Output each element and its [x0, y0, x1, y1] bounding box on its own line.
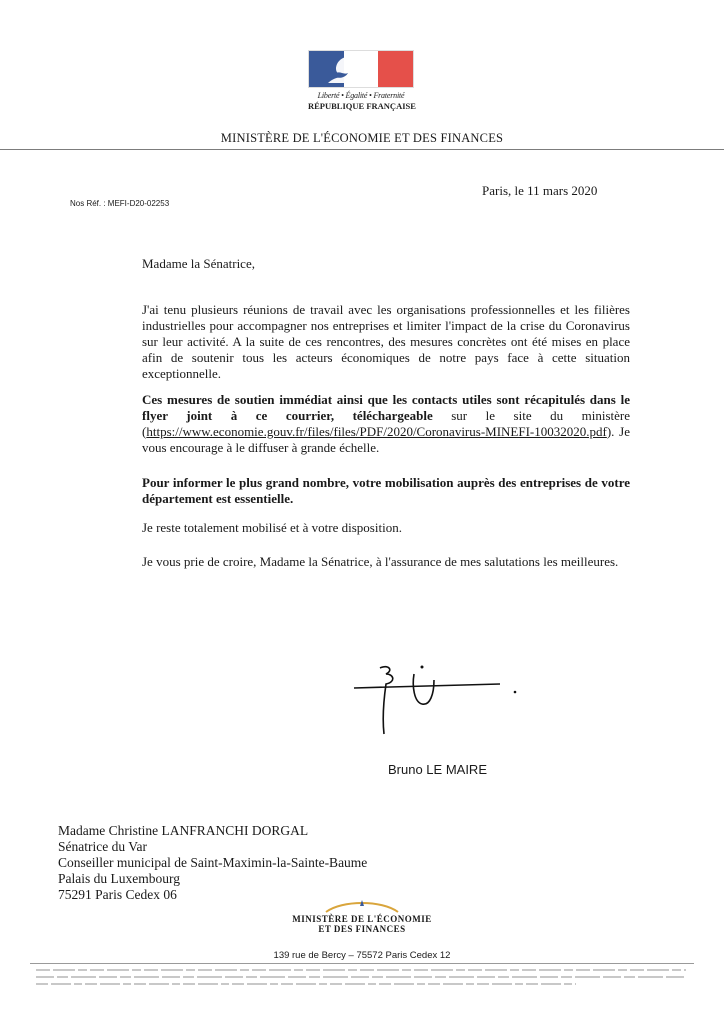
- republic-name: RÉPUBLIQUE FRANÇAISE: [308, 101, 416, 111]
- flyer-link[interactable]: https://www.economie.gouv.fr/files/files/PDF/2020/Coronavirus-MINEFI-10032020.pdf: [146, 424, 607, 439]
- marianne-logo: [308, 50, 414, 111]
- ministry-header: MINISTÈRE DE L'ÉCONOMIE ET DES FINANCES: [220, 131, 504, 145]
- recipient-address: [58, 823, 367, 903]
- bercy-arc-icon: [322, 896, 402, 914]
- republic-motto: Liberté • Égalité • Fraternité: [317, 91, 405, 100]
- letter-date: Paris, le 11 mars 2020: [482, 183, 598, 198]
- footer-fine-print: [36, 966, 686, 989]
- recipient-line: Sénatrice du Var: [58, 839, 147, 854]
- paragraph-2: [142, 392, 630, 456]
- letter-reference: Nos Réf. : MEFI-D20-02253: [70, 199, 170, 208]
- illegible-fine-print-lines: [36, 966, 686, 986]
- paragraph-2-bold: Ces mesures de soutien immédiat ainsi que les contacts utiles sont récapitulés dans le flyer joint à ce courrier, téléchargeable: [142, 392, 630, 423]
- handwritten-signature: [350, 658, 530, 738]
- footer-ministry-line1: MINISTÈRE DE L'ÉCONOMIE: [292, 914, 432, 924]
- tricolor-flag: [308, 50, 414, 88]
- paragraph-1: J'ai tenu plusieurs réunions de travail avec les organisations professionnelles et les filières industrielles pour accompagner nos entreprises et limiter l'impact de la crise du Coronavirus sur leur activité. A la suite de ces rencontres, des mesures concrètes ont été mises en place afin de soutenir tous les acteurs économiques de notre pays face à cette situation exceptionnelle.: [142, 302, 630, 381]
- paragraph-2-mid: sur le site du ministère (: [142, 408, 630, 439]
- recipient-line: Madame Christine LANFRANCHI DORGAL: [58, 823, 309, 838]
- paragraph-5: Je vous prie de croire, Madame la Sénatrice, à l'assurance de mes salutations les meilleures.: [142, 554, 619, 569]
- paragraph-4: Je reste totalement mobilisé et à votre disposition.: [142, 520, 402, 535]
- footer-ministry-logo: [0, 896, 724, 934]
- salutation: Madame la Sénatrice,: [142, 256, 255, 271]
- recipient-line: Conseiller municipal de Saint-Maximin-la-Sainte-Baume: [58, 855, 368, 870]
- recipient-line: Palais du Luxembourg: [58, 871, 180, 886]
- footer-divider: [30, 963, 694, 964]
- marianne-profile-icon: [322, 53, 370, 85]
- paragraph-3: Pour informer le plus grand nombre, votre mobilisation auprès des entreprises de votre département est essentielle.: [142, 475, 630, 506]
- footer-ministry-line2: ET DES FINANCES: [318, 924, 406, 934]
- signer-name: Bruno LE MAIRE: [388, 762, 487, 777]
- paragraph-2-end: ). Je vous encourage à le diffuser à grande échelle.: [142, 424, 630, 455]
- footer-address: 139 rue de Bercy – 75572 Paris Cedex 12: [273, 950, 451, 961]
- header-divider: [0, 149, 724, 150]
- recipient-line: 75291 Paris Cedex 06: [58, 887, 177, 902]
